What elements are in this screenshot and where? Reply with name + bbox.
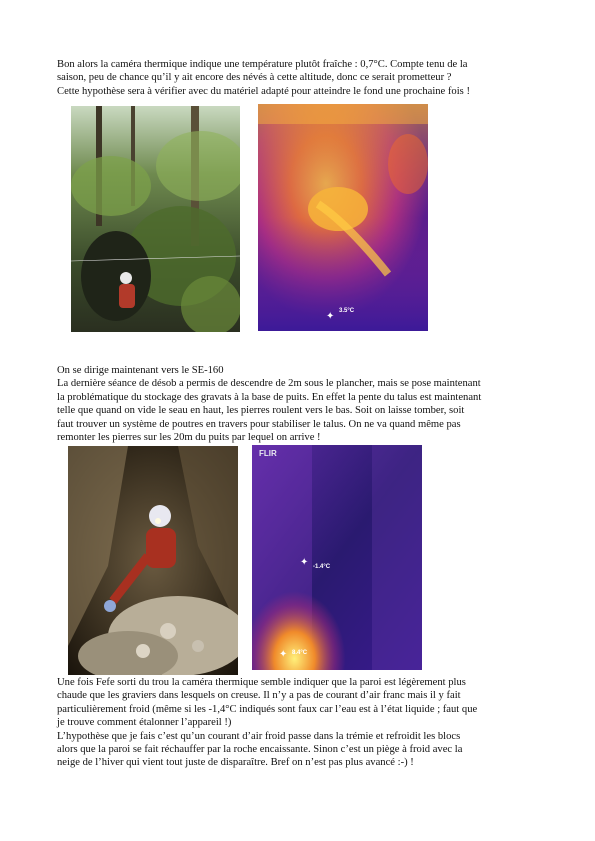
text-line: la problématique du stockage des gravats à la base de puits. En effet la pente du talus est maintenant [57, 391, 482, 403]
text-line: remonter les pierres sur les 20m du puits par lequel on arrive ! [57, 432, 321, 444]
text-line: faut trouver un système de poutres en travers pour stabiliser le talus. On ne va quand même pas [57, 418, 461, 430]
thermal-image-1 [258, 104, 428, 331]
section-2-title: On se dirige maintenant vers le SE-160 [57, 365, 224, 376]
text-line: alors que la paroi se fait réchauffer par la roche encaissante. Sinon c’est un piège à froid avec la [57, 744, 463, 756]
crosshair-icon: ✦ [326, 311, 335, 322]
text-line: particulièrement froid (même si les -1,4°C indiqués sont faux car l’eau est à l’état liquide ; faut que [57, 703, 478, 715]
outro-paragraph [57, 676, 547, 770]
thermal-reading-bottom: 8.4°C [292, 650, 308, 656]
text-line: Cette hypothèse sera à vérifier avec du matériel adapté pour atteindre le fond une prochaine fois ! [57, 85, 470, 97]
text-line: Une fois Fefe sorti du trou la caméra thermique semble indiquer que la paroi est légèrement plus [57, 677, 466, 688]
flir-logo: FLIR [259, 449, 277, 458]
crosshair-icon: ✦ [279, 649, 288, 660]
caver-in-pit-photo [68, 446, 238, 675]
text-line: je trouve comment étalonner l’appareil !) [57, 717, 232, 729]
text-line: La dernière séance de désob a permis de descendre de 2m sous le plancher, mais se pose maintenant [57, 378, 481, 390]
thermal-reading-1: 3.5°C [339, 308, 355, 314]
thermal-image-2 [252, 445, 422, 670]
text-line: telle que quand on vide le seau en haut, les pierres roulent vers le bas. Soit on laisse tomber, soit [57, 405, 465, 417]
text-line: L’hypothèse que je fais c’est qu’un courant d’air froid passe dans la trémie et refroidit les blocs [57, 730, 461, 742]
section-2-paragraph [57, 364, 547, 444]
text-line: chaude que les graviers dans lesquels on creuse. Il n’y a pas de courant d’air franc mais il y fait [57, 690, 461, 702]
text-line: Bon alors la caméra thermique indique une température plutôt fraîche : 0,7°C. Compte tenu de la [57, 59, 468, 70]
intro-paragraph [57, 58, 547, 98]
crosshair-icon: ✦ [300, 557, 309, 568]
caver-forest-photo [71, 106, 240, 332]
text-line: neige de l’hiver qui vient tout juste de disparaître. Bref on n’est pas plus avancé :-) ! [57, 757, 414, 769]
thermal-reading-center: -1.4°C [313, 564, 331, 570]
text-line: saison, peu de chance qu’il y ait encore des névés à cette altitude, donc ce serait prometteur ? [57, 72, 452, 84]
